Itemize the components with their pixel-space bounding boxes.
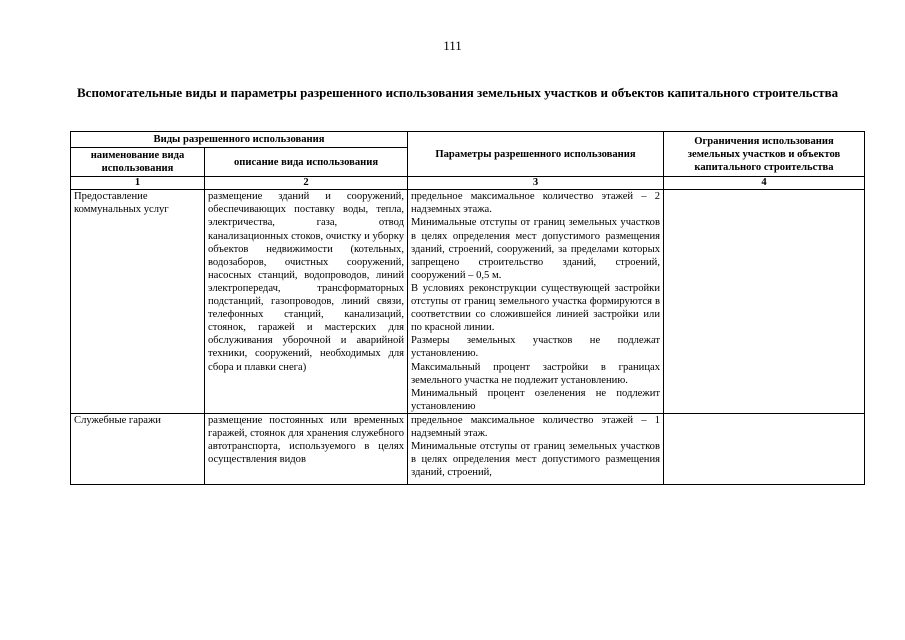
header-limits: Ограничения использования земельных участков и объектов капитального строительства: [664, 132, 865, 177]
use-name: [71, 413, 205, 484]
page-number: 111: [443, 38, 462, 53]
land-use-table: [70, 131, 865, 485]
use-description-text: размещение постоянных или временных гаражей, стоянок для хранения служебного автотранспорта, используемого в целях осуществления видов: [208, 414, 404, 466]
parameter-paragraph: Минимальные отступы от границ земельных участков в целях определения мест допустимого размещения зданий, строений,: [411, 441, 660, 479]
parameter-paragraph: Размеры земельных участков не подлежат установлению.: [411, 335, 660, 360]
use-name: Предоставление коммунальных услуг: [71, 190, 205, 414]
table-row: [71, 190, 865, 414]
document-title: Вспомогательные виды и параметры разрешенного использования земельных участков и объектов капитального строительства: [77, 85, 839, 100]
use-description: размещение зданий и сооружений, обеспечивающих поставку воды, тепла, электричества, газа, отвод канализационных стоков, очистку и уборку объектов недвижимости (котельных, водозаборов, очистных сооружений, насосных станций, водопроводов, линий электропередач, трансформаторных подстанций, газопроводов, линий связи, телефонных станций, канализаций, стоянок, гаражей и мастерских для обслуживания уборочной и аварийной техники, сооружений, необходимых для сбора и плавки снега): [205, 190, 408, 414]
column-number: 3: [408, 177, 664, 190]
parameter-paragraph: В условиях реконструкции существующей застройки отступы от границ земельного участка формируются в соответствии со сложившейся линией застройки или по красной линии.: [411, 282, 660, 334]
use-parameters-text: [411, 414, 660, 484]
column-number: 4: [664, 177, 865, 190]
use-limits: [664, 190, 865, 414]
parameter-paragraph: Минимальные отступы от границ земельных участков в целях определения мест допустимого размещения зданий, строений, сооружений, за пределами которых запрещено строительство зданий, строений, сооружений – 0,5 м.: [411, 217, 660, 281]
parameter-paragraph: Минимальный процент озеленения не подлежит установлению: [411, 387, 660, 412]
use-limits: [664, 413, 865, 484]
header-name: наименование вида использования: [71, 148, 205, 177]
table-row: [71, 413, 865, 484]
use-parameters: [408, 190, 664, 414]
column-number: 1: [71, 177, 205, 190]
use-parameters: [408, 413, 664, 484]
parameter-paragraph: предельное максимальное количество этажей – 2 надземных этажа.: [411, 191, 660, 216]
use-description: [205, 413, 408, 484]
parameter-paragraph: Максимальный процент застройки в границах земельного участка не подлежит установлению.: [411, 361, 660, 386]
use-name-text: Служебные гаражи: [74, 414, 161, 426]
header-parameters: Параметры разрешенного использования: [408, 132, 664, 177]
column-number-row: [71, 177, 865, 190]
header-group-label: Виды разрешенного использования: [71, 132, 408, 148]
table-header-row: [71, 132, 865, 148]
header-description: описание вида использования: [205, 148, 408, 177]
column-number: 2: [205, 177, 408, 190]
parameter-paragraph: предельное максимальное количество этажей – 1 надземный этаж.: [411, 414, 660, 439]
